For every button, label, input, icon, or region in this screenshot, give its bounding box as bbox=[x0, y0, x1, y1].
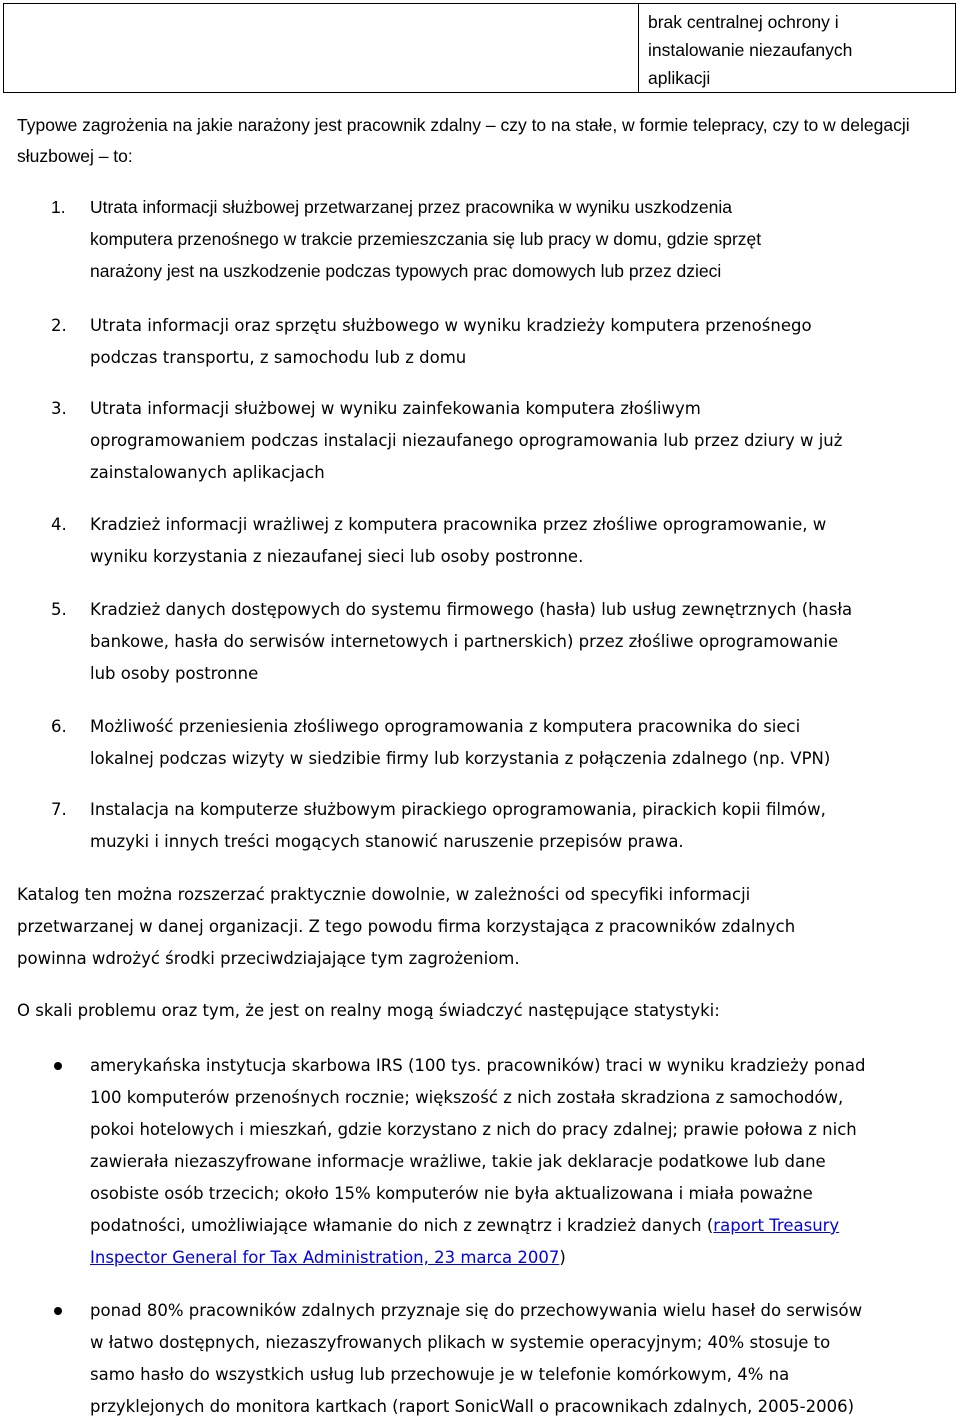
table-cell-label: brak centralnej ochrony i instalowanie niezaufanych aplikacji bbox=[648, 12, 853, 88]
list-number: 6. bbox=[51, 717, 67, 736]
table-cell-empty bbox=[4, 4, 639, 93]
list-number: 4. bbox=[51, 515, 67, 534]
list-item-text: Utrata informacji oraz sprzętu służbowego w wyniku kradzieży komputera przenośnego podczas transportu, z samochodu lub z domu bbox=[90, 316, 812, 367]
list-item-text bbox=[90, 1050, 950, 1274]
bullet-icon bbox=[54, 1307, 62, 1315]
list-number: 2. bbox=[51, 316, 67, 335]
bullet-text-before: amerykańska instytucja skarbowa IRS (100 tys. pracowników) traci w wyniku kradzieży ponad 100 komputerów przenośnych rocznie; większość z nich została skradziona z samochodów, pokoi hotelowych i mieszkań, gdzie korzystano z nich do pracy zdalnej; prawie połowa z nich zawierała niezaszyfrowane informacje wrażliwe, takie jak deklaracje podatkowe lub dane osobiste osób trzecich; około 15% komputerów nie była aktualizowana i miała poważne podatności, umożliwiające włamanie do nich z zewnątrz i kradzież danych ( bbox=[90, 1056, 866, 1235]
top-table bbox=[3, 3, 956, 93]
list-number: 7. bbox=[51, 800, 67, 819]
list-number: 1. bbox=[51, 197, 66, 217]
table-cell-text bbox=[639, 4, 956, 93]
stats-intro: O skali problemu oraz tym, że jest on realny mogą świadczyć następujące statystyki: bbox=[17, 1001, 720, 1020]
bullet-text-before: ponad 80% pracowników zdalnych przyznaje się do przechowywania wielu haseł do serwisów w łatwo dostępnych, niezaszyfrowanych plikach w systemie operacyjnym; 40% stosuje to samo hasło do wszystkich usług lub przechowuje je w telefonie komórkowym, 4% na przyklejonych do monitora kartkach (raport SonicWall o pracownikach zdalnych, 2005-2006) bbox=[90, 1301, 863, 1416]
list-item-text: Utrata informacji służbowej w wyniku zainfekowania komputera złośliwym oprogramowaniem podczas instalacji niezaufanego oprogramowania lub przez dziury w już zainstalowanych aplikacjach bbox=[90, 399, 843, 482]
list-number: 3. bbox=[51, 399, 67, 418]
list-item-text: Kradzież informacji wrażliwej z komputera pracownika przez złośliwe oprogramowanie, w wyniku korzystania z niezaufanej sieci lub osoby postronne. bbox=[90, 515, 827, 566]
bullet-icon bbox=[54, 1062, 62, 1070]
catalog-paragraph: Katalog ten można rozszerzać praktycznie dowolnie, w zależności od specyfiki informacji przetwarzanej w danej organizacji. Z tego powodu firma korzystająca z pracowników zdalnych powinna wdrożyć środki przeciwdziajające tym zagrożeniom. bbox=[17, 885, 796, 968]
list-item-text: Kradzież danych dostępowych do systemu firmowego (hasła) lub usług zewnętrznych (hasła bankowe, hasła do serwisów internetowych i partnerskich) przez złośliwe oprogramowanie lub osoby postronne bbox=[90, 600, 853, 683]
list-item-text bbox=[90, 1295, 950, 1423]
list-item-text: Utrata informacji służbowej przetwarzanej przez pracownika w wyniku uszkodzenia komputera przenośnego w trakcie przemieszczania się lub pracy w domu, gdzie sprzęt narażony jest na uszkodzenie podczas typowych prac domowych lub przez dzieci bbox=[90, 197, 762, 281]
list-item-text: Instalacja na komputerze służbowym pirackiego oprogramowania, pirackich kopii filmów, muzyki i innych treści mogących stanowić naruszenie przepisów prawa. bbox=[90, 800, 826, 851]
list-number: 5. bbox=[51, 600, 67, 619]
report-link[interactable]: raport Treasury Inspector General for Tax Administration, 23 marca 2007 bbox=[90, 1216, 840, 1267]
list-item-text: Możliwość przeniesienia złośliwego oprogramowania z komputera pracownika do sieci lokalnej podczas wizyty w siedzibie firmy lub korzystania z połączenia zdalnego (np. VPN) bbox=[90, 717, 831, 768]
intro-paragraph: Typowe zagrożenia na jakie narażony jest pracownik zdalny – czy to na stałe, w formie telepracy, czy to w delegacji słuzbowej – to: bbox=[17, 115, 910, 166]
bullet-text-after: ) bbox=[559, 1248, 566, 1267]
